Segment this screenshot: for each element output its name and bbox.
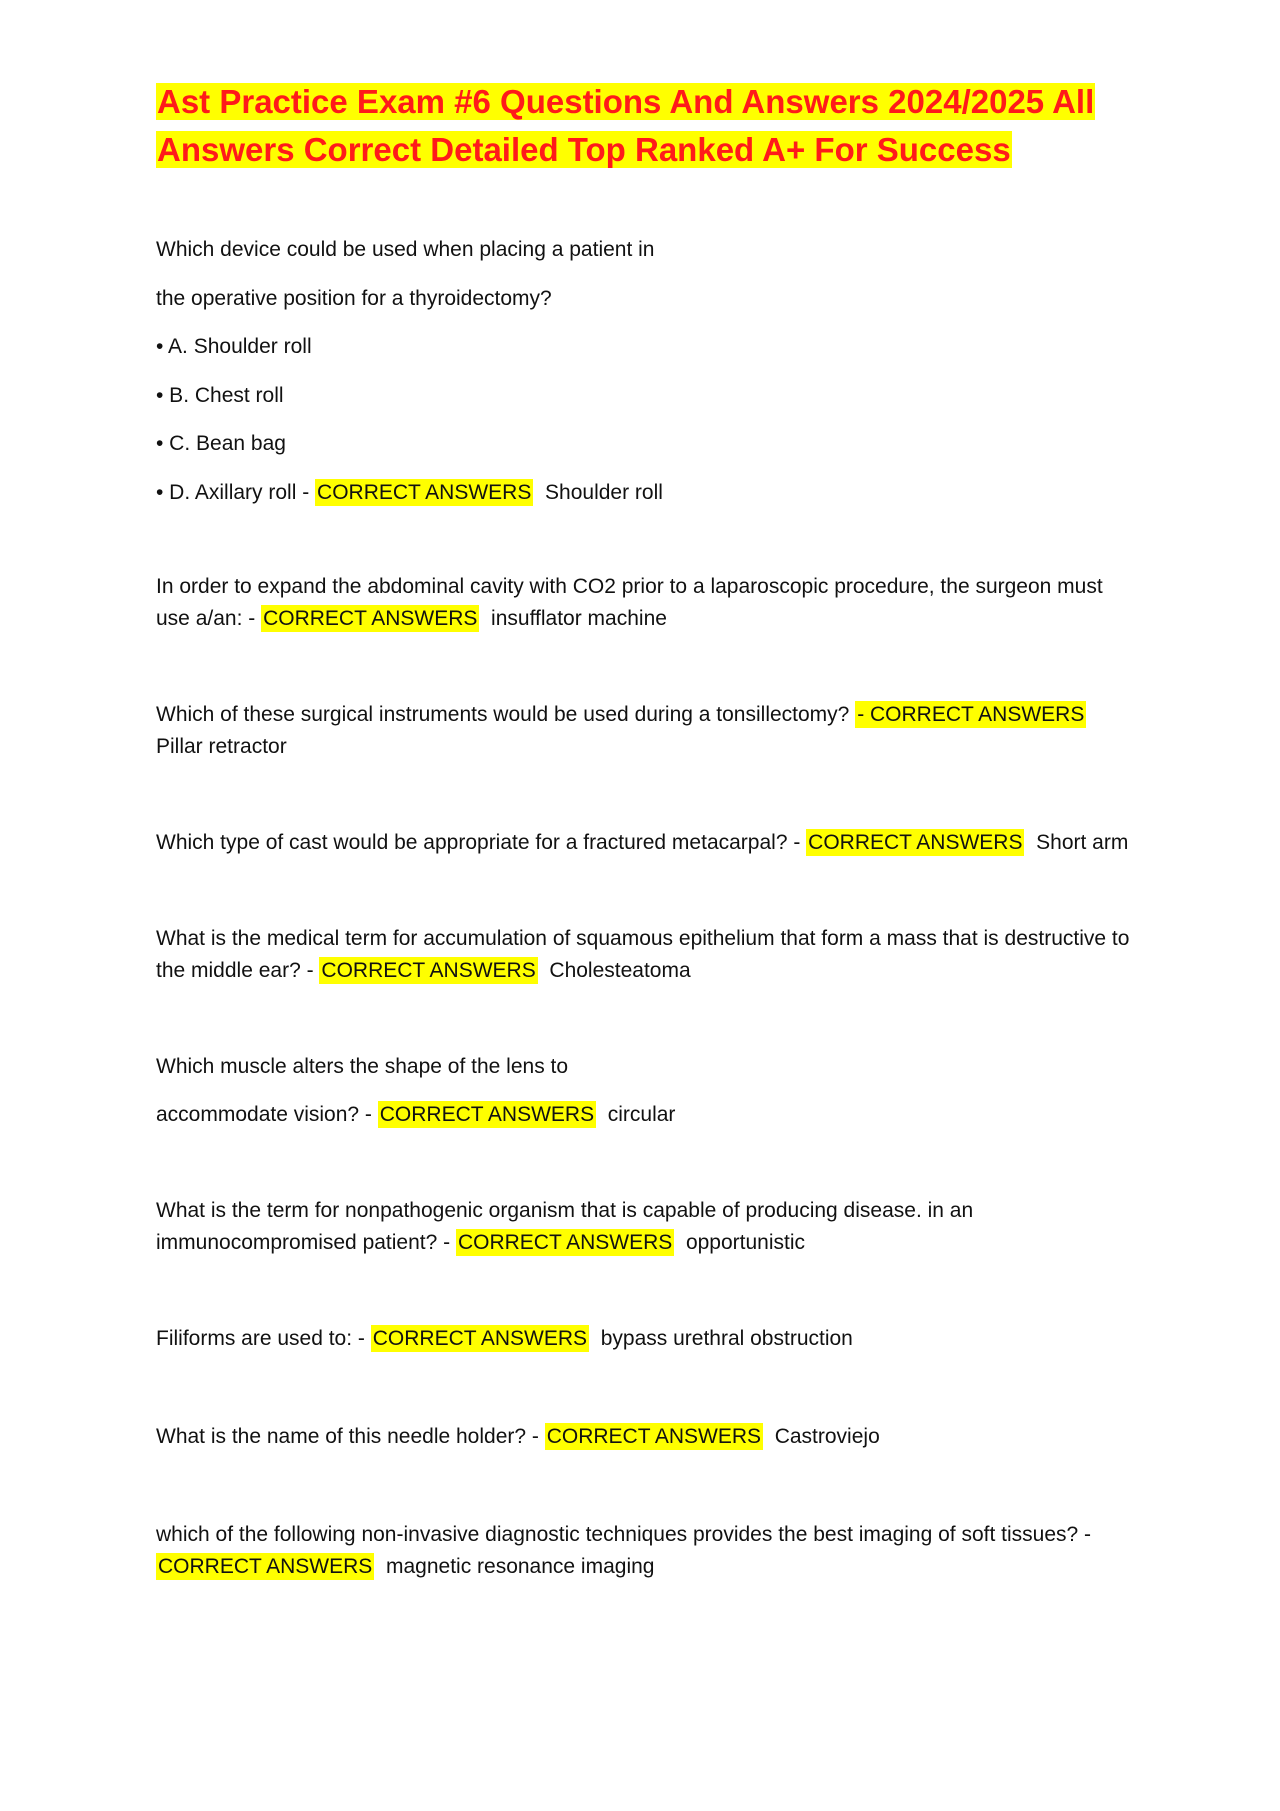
correct-answers-label: CORRECT ANSWERS <box>546 1424 762 1448</box>
question-3-answer: Pillar retractor <box>156 734 287 758</box>
question-5 <box>156 923 1136 987</box>
correct-answers-label: CORRECT ANSWERS <box>158 1554 373 1578</box>
correct-answers-label: CORRECT ANSWERS <box>263 606 478 630</box>
question-1-option-b: • B. Chest roll <box>156 383 284 407</box>
spacer <box>156 1355 1136 1421</box>
spacer <box>156 509 1136 571</box>
question-3-dash: - <box>857 702 871 726</box>
question-7 <box>156 1195 1136 1259</box>
question-10-answer: magnetic resonance imaging <box>385 1554 655 1578</box>
question-2-answer: insufflator machine <box>491 606 667 630</box>
question-8 <box>156 1323 1136 1355</box>
correct-answers-label: CORRECT ANSWERS <box>379 1102 595 1126</box>
question-6-line-1: Which muscle alters the shape of the lens to <box>156 1054 569 1078</box>
spacer <box>156 859 1136 923</box>
correct-answers-label-text: CORRECT ANSWERS <box>870 702 1085 726</box>
correct-answers-label: CORRECT ANSWERS <box>372 1326 588 1350</box>
spacer <box>156 1131 1136 1195</box>
correct-answers-label: CORRECT ANSWERS <box>808 830 1023 854</box>
question-1-option-d-text: • D. Axillary roll - <box>156 480 316 504</box>
spacer <box>156 1453 1136 1519</box>
question-2 <box>156 571 1136 635</box>
question-1 <box>156 234 1136 509</box>
question-3 <box>156 699 1136 763</box>
correct-answers-label: CORRECT ANSWERS <box>317 480 532 504</box>
question-7-text: What is the term for nonpathogenic organism that is capable of producing disease. in an immunocompromised patient? - <box>156 1198 974 1254</box>
question-9 <box>156 1421 1136 1453</box>
question-2-text: In order to expand the abdominal cavity with CO2 prior to a laparoscopic procedure, the surgeon must use a/an: - <box>156 574 1103 630</box>
question-10-text: which of the following non-invasive diagnostic techniques provides the best imaging of soft tissues? - <box>156 1522 1092 1546</box>
document-title <box>156 78 1136 174</box>
question-6-answer: circular <box>607 1102 676 1126</box>
question-1-answer: Shoulder roll <box>545 480 663 504</box>
question-1-option-d <box>156 477 1136 509</box>
spacer <box>156 1259 1136 1323</box>
question-7-answer: opportunistic <box>685 1230 806 1254</box>
question-1-line-1: Which device could be used when placing a patient in <box>156 238 655 261</box>
question-9-text: What is the name of this needle holder? - <box>156 1424 545 1448</box>
question-1-option-a: • A. Shoulder roll <box>156 335 312 358</box>
document-title-text: Ast Practice Exam #6 Questions And Answers 2024/2025 All Answers Correct Detailed Top Ranked A+ For Success <box>157 83 1095 168</box>
correct-answers-label <box>855 701 1086 728</box>
spacer <box>156 635 1136 699</box>
question-4-answer: Short arm <box>1036 830 1129 854</box>
question-3-text: Which of these surgical instruments would be used during a tonsillectomy? <box>156 702 856 726</box>
spacer <box>156 763 1136 827</box>
question-5-answer: Cholesteatoma <box>549 958 691 982</box>
question-6 <box>156 1051 1136 1131</box>
document-content <box>156 78 1136 1583</box>
spacer <box>156 987 1136 1051</box>
question-6-text: accommodate vision? - <box>156 1102 378 1126</box>
question-4 <box>156 827 1136 859</box>
correct-answers-label: CORRECT ANSWERS <box>457 1230 673 1254</box>
question-4-text: Which type of cast would be appropriate for a fractured metacarpal? - <box>156 830 807 854</box>
question-1-option-c: • C. Bean bag <box>156 432 286 455</box>
correct-answers-label: CORRECT ANSWERS <box>321 958 536 982</box>
question-10 <box>156 1519 1136 1583</box>
question-1-line-2: the operative position for a thyroidectomy? <box>156 286 552 310</box>
question-8-answer: bypass urethral obstruction <box>600 1326 853 1350</box>
question-8-text: Filiforms are used to: - <box>156 1326 371 1350</box>
question-9-answer: Castroviejo <box>774 1424 880 1448</box>
question-5-text: What is the medical term for accumulation of squamous epithelium that form a mass that is destructive to the middle ear? - <box>156 926 1130 982</box>
